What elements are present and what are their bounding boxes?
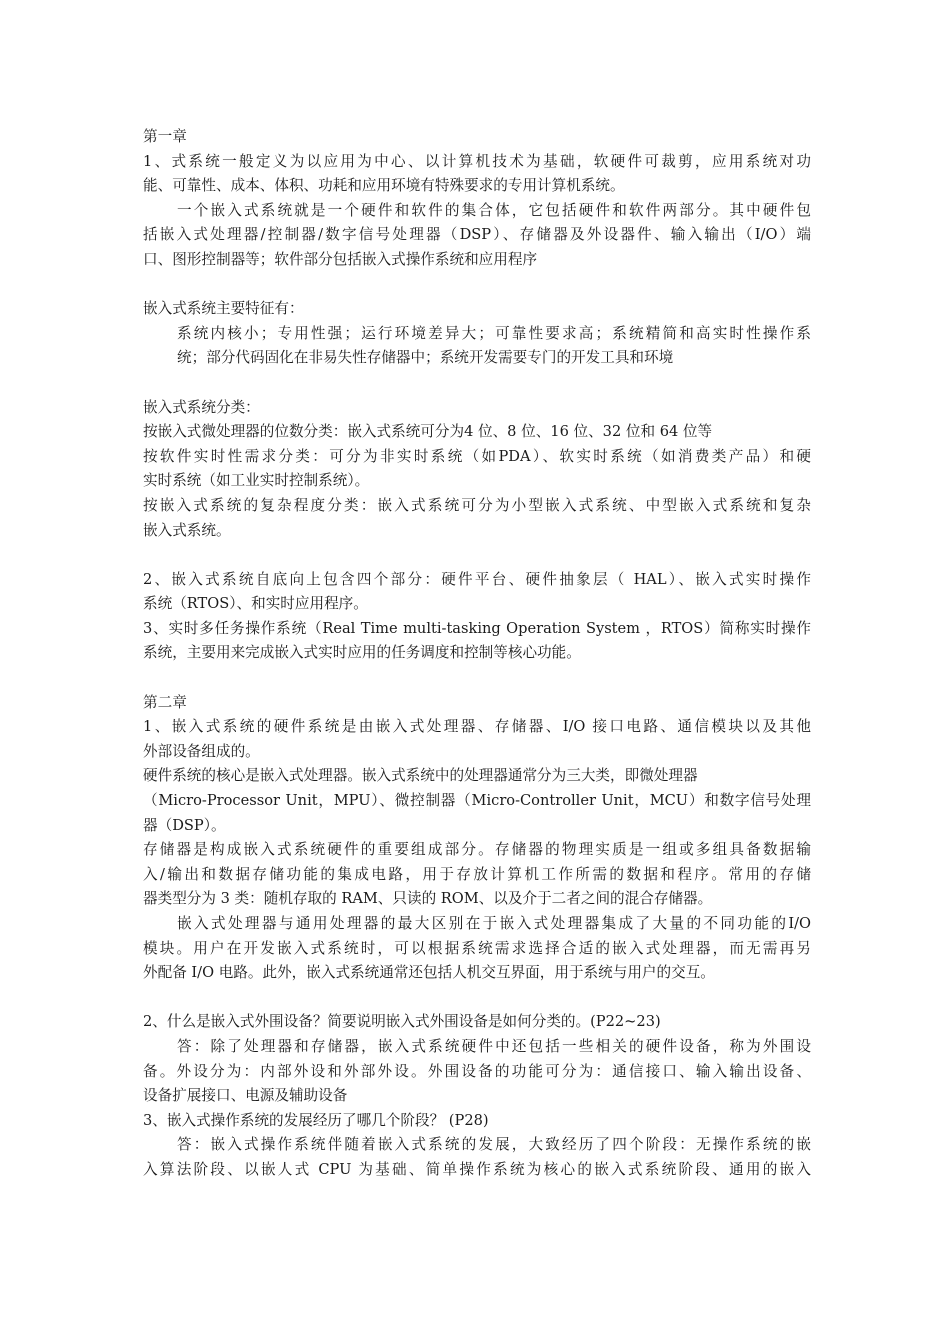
text-line: 外配备 I/O 电路。此外，嵌入式系统通常还包括人机交互界面，用于系统与用户的交互。 <box>143 964 715 982</box>
text-line: 2、什么是嵌入式外围设备？简要说明嵌入式外围设备是如何分类的。(P22~23) <box>143 1013 661 1031</box>
text-line: 备。外设分为：内部外设和外部外设。外围设备的功能可分为：通信接口、输入输出设备、 <box>143 1062 811 1080</box>
blank-line <box>143 543 811 568</box>
text-line: 1、嵌入式系统的硬件系统是由嵌入式处理器、存储器、I/O 接口电路、通信模块以及其他 <box>143 718 811 736</box>
text-line: 口、图形控制器等；软件部分包括嵌入式操作系统和应用程序 <box>143 250 538 268</box>
blank-line <box>143 273 811 298</box>
text-line: 括嵌入式处理器/控制器/数字信号处理器（DSP）、存储器及外设器件、输入输出（I/O）端 <box>143 226 811 244</box>
text-line: 嵌入式系统主要特征有： <box>143 300 304 318</box>
blank-line <box>143 371 811 396</box>
text-line: 硬件系统的核心是嵌入式处理器。嵌入式系统中的处理器通常分为三大类，即微处理器 <box>143 767 698 785</box>
text-line: 1、式系统一般定义为以应用为中心、以计算机技术为基础，软硬件可裁剪，应用系统对功 <box>143 152 811 170</box>
text-line: 器（DSP）。 <box>143 816 226 834</box>
text-line: 外部设备组成的。 <box>143 742 260 760</box>
text-line: 能、可靠性、成本、体积、功耗和应用环境有特殊要求的专用计算机系统。 <box>143 177 625 195</box>
text-line: 设备扩展接口、电源及辅助设备 <box>143 1087 348 1105</box>
text-line: 嵌入式系统。 <box>143 521 231 539</box>
text-line: （Micro-Processor Unit，MPU）、微控制器（Micro-Controller Unit，MCU）和数字信号处理 <box>143 792 811 810</box>
text-line: 第二章 <box>143 693 187 711</box>
text-line: 系统内核小；专用性强；运行环境差异大；可靠性要求高；系统精简和高实时性操作系 <box>177 324 811 342</box>
text-line: 按嵌入式系统的复杂程度分类：嵌入式系统可分为小型嵌入式系统、中型嵌入式系统和复杂 <box>143 496 811 514</box>
text-line: 入/输出和数据存储功能的集成电路，用于存放计算机工作所需的数据和程序。常用的存储 <box>143 865 811 883</box>
text-line: 第一章 <box>143 128 187 145</box>
text-line: 嵌入式系统分类： <box>143 398 260 416</box>
text-line: 按嵌入式微处理器的位数分类：嵌入式系统可分为4 位、8 位、16 位、32 位和 64 位等 <box>143 423 713 441</box>
text-line: 答：除了处理器和存储器，嵌入式系统硬件中还包括一些相关的硬件设备，称为外围设 <box>177 1037 811 1055</box>
text-line: 存储器是构成嵌入式系统硬件的重要组成部分。存储器的物理实质是一组或多组具备数据输 <box>143 841 811 859</box>
text-line: 2、嵌入式系统自底向上包含四个部分：硬件平台、硬件抽象层（ HAL）、嵌入式实时操作 <box>143 570 811 588</box>
text-line: 器类型分为 3 类：随机存取的 RAM、只读的 ROM、以及介于二者之间的混合存储器。 <box>143 890 713 908</box>
text-line: 按软件实时性需求分类：可分为非实时系统（如PDA）、软实时系统（如消费类产品）和硬 <box>143 447 811 465</box>
text-line: 3、嵌入式操作系统的发展经历了哪几个阶段？ (P28) <box>143 1111 489 1129</box>
document-body <box>143 125 811 1183</box>
text-line: 3、实时多任务操作系统（Real Time multi-tasking Operation System ，RTOS）简称实时操作 <box>143 619 811 637</box>
text-line: 嵌入式处理器与通用处理器的最大区别在于嵌入式处理器集成了大量的不同功能的I/O <box>177 915 811 932</box>
blank-line <box>143 666 811 691</box>
text-line: 系统，主要用来完成嵌入式实时应用的任务调度和控制等核心功能。 <box>143 644 581 662</box>
blank-line <box>143 986 811 1011</box>
text-line: 模块。用户在开发嵌入式系统时，可以根据系统需求选择合适的嵌入式处理器，而无需再另 <box>143 939 811 957</box>
text-line: 一个嵌入式系统就是一个硬件和软件的集合体，它包括硬件和软件两部分。其中硬件包 <box>177 201 811 219</box>
text-line: 统；部分代码固化在非易失性存储器中；系统开发需要专门的开发工具和环境 <box>177 349 674 367</box>
text-line: 实时系统（如工业实时控制系统）。 <box>143 472 370 490</box>
text-line: 入算法阶段、以嵌人式 CPU 为基础、简单操作系统为核心的嵌入式系统阶段、通用的嵌入 <box>143 1160 811 1178</box>
text-line: 答：嵌入式操作系统伴随着嵌入式系统的发展，大致经历了四个阶段：无操作系统的嵌 <box>177 1136 811 1154</box>
text-line: 系统（RTOS）、和实时应用程序。 <box>143 595 368 613</box>
